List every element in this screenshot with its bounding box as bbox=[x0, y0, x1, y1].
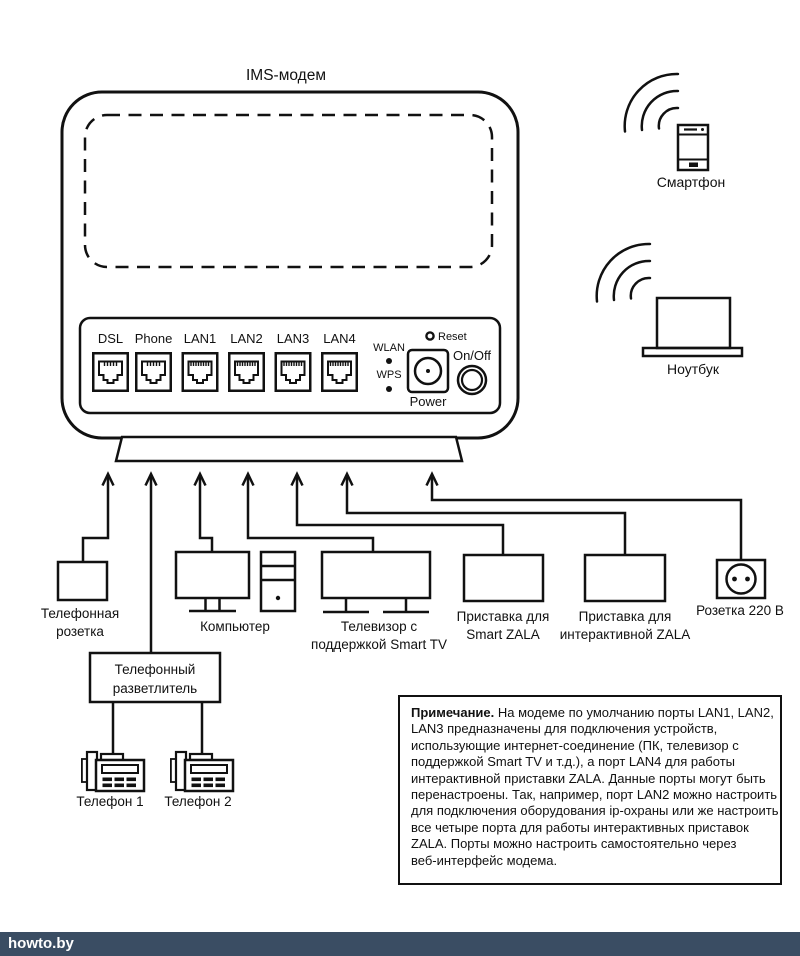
reset-label: Reset bbox=[438, 331, 467, 343]
note-box bbox=[398, 695, 782, 885]
port-label-lan4: LAN4 bbox=[323, 331, 356, 346]
rj45-jack-icon bbox=[183, 353, 218, 391]
cable-computer bbox=[200, 477, 212, 552]
cable-smart-zala bbox=[297, 477, 503, 555]
interactive-zala-box-icon bbox=[585, 555, 665, 601]
footer-bar bbox=[0, 932, 800, 956]
phone-2 bbox=[164, 752, 233, 809]
smart-zala-box-icon bbox=[464, 555, 543, 601]
note-line: все четыре порта для работы интерактивных приставок bbox=[411, 819, 749, 835]
cable-interactive-zala bbox=[347, 477, 625, 555]
note-line: перенастроены. Так, например, порт LAN2 можно настроить bbox=[411, 787, 778, 803]
port-lan1 bbox=[183, 331, 218, 391]
phone-icon bbox=[82, 752, 144, 791]
rj11-jack-icon bbox=[136, 353, 171, 391]
power-label: Power bbox=[409, 394, 447, 409]
wlan-label: WLAN bbox=[373, 342, 405, 354]
rj45-jack-icon bbox=[229, 353, 264, 391]
brand: howto.by bbox=[8, 935, 74, 952]
tv-label-2: поддержкой Smart TV bbox=[311, 637, 447, 652]
splitter-label-2: разветлитель bbox=[112, 681, 198, 696]
tv-icon bbox=[322, 552, 430, 612]
smart-zala-label-2: Smart ZALA bbox=[466, 627, 540, 642]
phone1-label: Телефон 1 bbox=[76, 794, 144, 809]
modem-top-panel-dashed bbox=[85, 115, 492, 267]
note-line: ZALA. Порты можно настроить самостоятельно через bbox=[411, 836, 737, 852]
laptop-label: Ноутбук bbox=[667, 361, 719, 377]
onoff-label: On/Off bbox=[452, 348, 492, 363]
wps-indicator bbox=[376, 369, 401, 392]
interactive-zala-stb bbox=[560, 555, 691, 642]
smartphone-icon bbox=[678, 125, 708, 170]
phone-socket-label-1: Телефонная bbox=[40, 606, 120, 621]
interactive-zala-label-2: интерактивной ZALA bbox=[559, 627, 691, 642]
rj11-jack-icon bbox=[93, 353, 128, 391]
cable-phone-socket bbox=[83, 477, 108, 562]
cable-tv bbox=[248, 477, 373, 552]
wlan-indicator bbox=[373, 342, 405, 364]
port-phone bbox=[135, 331, 173, 391]
modem-stand bbox=[116, 437, 462, 461]
power-outlet-label: Розетка 220 В bbox=[696, 603, 784, 618]
phone-socket-icon bbox=[58, 562, 107, 600]
diagram-title: IMS-модем bbox=[246, 67, 326, 84]
wps-label: WPS bbox=[376, 369, 402, 381]
note-line: веб-интерфейс модема. bbox=[411, 852, 558, 868]
rj45-jack-icon bbox=[276, 353, 311, 391]
port-lan4 bbox=[322, 331, 357, 391]
power-outlet-icon bbox=[717, 560, 765, 598]
phone-splitter bbox=[90, 653, 220, 702]
phone-icon bbox=[171, 752, 233, 791]
smart-zala-label-1: Приставка для bbox=[456, 609, 550, 624]
note-line: поддержкой Smart TV и т.д.), а порт LAN4 для работы bbox=[411, 754, 735, 770]
note-line: интерактивной приставки ZALA. Данные порты могут быть bbox=[411, 770, 766, 786]
phone2-label: Телефон 2 bbox=[164, 794, 232, 809]
phone-socket-label-2: розетка bbox=[56, 624, 104, 639]
port-label-lan2: LAN2 bbox=[230, 331, 263, 346]
tv-label-1: Телевизор с bbox=[340, 619, 418, 634]
modem-body bbox=[62, 92, 518, 438]
port-label-lan1: LAN1 bbox=[183, 331, 217, 346]
note-line: использующие интернет-соединение (ПК, телевизор с bbox=[411, 737, 739, 753]
wifi-waves-icon bbox=[625, 74, 678, 132]
onoff-button bbox=[453, 348, 491, 394]
wifi-waves-icon bbox=[597, 244, 650, 302]
smartphone bbox=[625, 74, 726, 190]
note-heading: Примечание. bbox=[411, 705, 495, 720]
power-outlet bbox=[696, 560, 784, 618]
reset-button bbox=[426, 331, 466, 343]
rj45-jack-icon bbox=[322, 353, 357, 391]
computer-label: Компьютер bbox=[200, 619, 270, 634]
note-line: LAN3 предназначены для подключения устройств, bbox=[411, 721, 718, 737]
port-lan2 bbox=[229, 331, 264, 391]
power-jack bbox=[408, 350, 448, 409]
cable-power-outlet bbox=[432, 477, 741, 560]
splitter-label-1: Телефонный bbox=[114, 662, 196, 677]
phone-socket bbox=[41, 562, 119, 639]
onoff-button-inner-icon bbox=[462, 370, 482, 390]
modem-device bbox=[62, 92, 518, 461]
computer bbox=[176, 552, 295, 634]
wps-led-icon bbox=[386, 386, 392, 392]
note-text: На модеме по умолчанию порты LAN1, LAN2, bbox=[494, 705, 774, 720]
wlan-led-icon bbox=[386, 358, 392, 364]
note-line: для подключения оборудования ip-охраны или же настроить bbox=[411, 803, 779, 819]
port-label-phone: Phone bbox=[134, 331, 173, 346]
smart-tv bbox=[311, 552, 447, 652]
computer-icon bbox=[176, 552, 295, 611]
interactive-zala-label-1: Приставка для bbox=[578, 609, 672, 624]
port-label-dsl: DSL bbox=[97, 331, 124, 346]
phone-1 bbox=[76, 752, 144, 809]
power-jack-pin-icon bbox=[426, 369, 430, 373]
smart-zala-stb bbox=[457, 555, 550, 642]
note-line bbox=[411, 705, 774, 721]
reset-hole-icon bbox=[426, 332, 433, 339]
laptop bbox=[597, 244, 742, 377]
port-lan3 bbox=[276, 331, 311, 391]
laptop-icon bbox=[643, 298, 742, 356]
port-dsl bbox=[93, 331, 128, 391]
port-label-lan3: LAN3 bbox=[276, 331, 310, 346]
smartphone-label: Смартфон bbox=[656, 174, 726, 190]
